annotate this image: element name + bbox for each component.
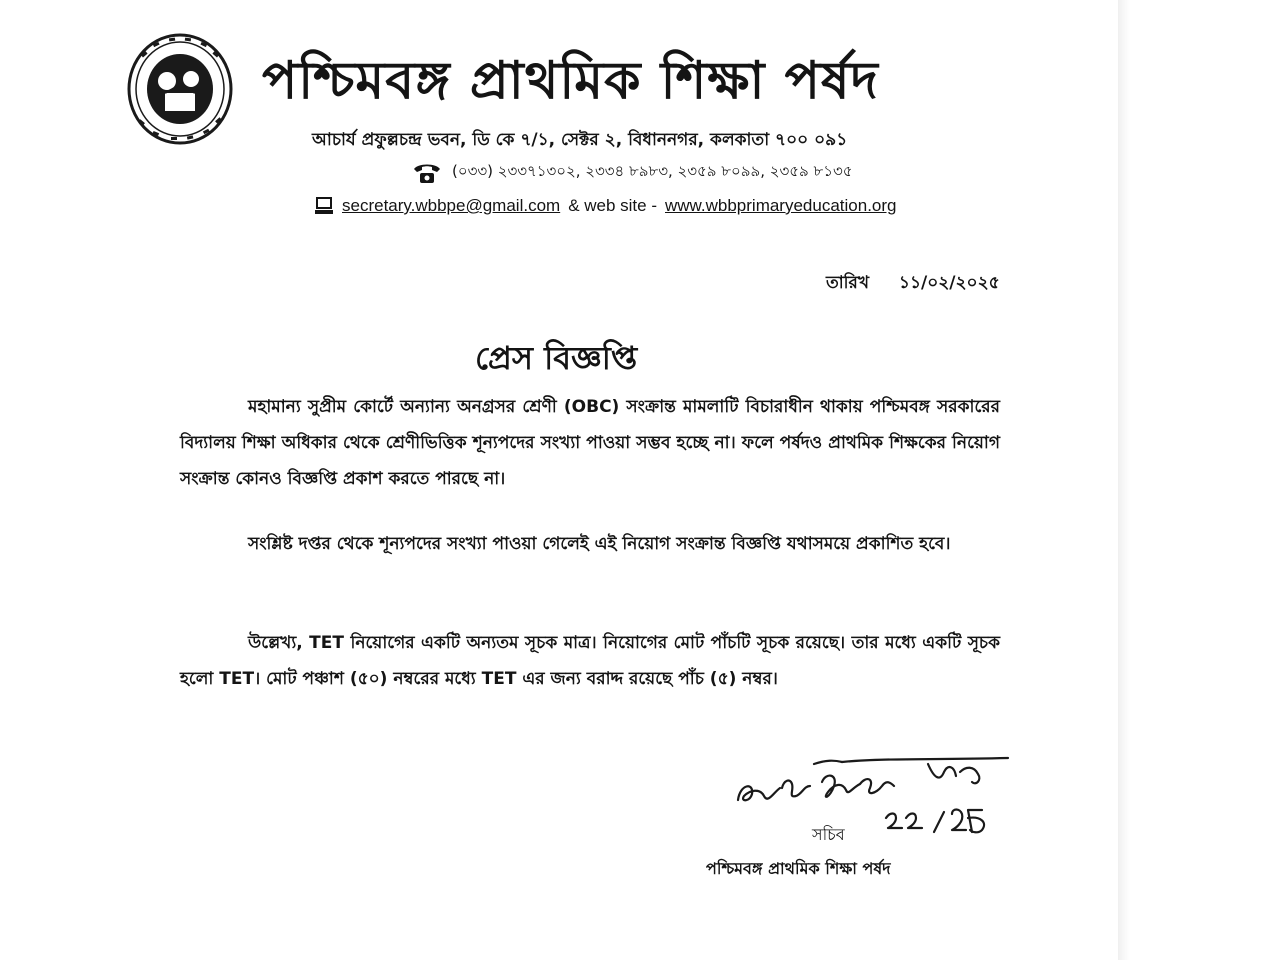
organization-title: পশ্চিমবঙ্গ প্রাথমিক শিক্ষা পর্ষদ	[262, 51, 879, 111]
website-link[interactable]: www.wbbprimaryeducation.org	[665, 196, 897, 215]
notice-paragraph-1: মহামান্য সুপ্রীম কোর্টে অন্যান্য অনগ্রসর শ্রেণী (OBC) সংক্রান্ত মামলাটি বিচারাধীন থাকায় পশ্চিমবঙ্গ সরকারের বিদ্যালয় শিক্ষা অধিকার থেকে শ্রেণীভিত্তিক শূন্যপদের সংখ্যা পাওয়া সম্ভব হচ্ছে না। ফলে পর্ষদও প্রাথমিক শিক্ষকের নিয়োগ সংক্রান্ত কোনও বিজ্ঞপ্তি প্রকাশ করতে পারছে না।	[180, 397, 1000, 489]
signatory-designation: সচিব	[812, 825, 845, 844]
telephone-icon	[412, 162, 442, 184]
notice-paragraph-3: উল্লেখ্য, TET নিয়োগের একটি অন্যতম সূচক মাত্র। নিয়োগের মোট পাঁচটি সূচক রয়েছে। তার মধ্যে একটি সূচক হলো TET। মোট পঞ্চাশ (৫০) নম্বরের মধ্যে TET এর জন্য বরাদ্দ রয়েছে পাঁচ (৫) নম্বর।	[180, 633, 1000, 689]
computer-icon	[314, 197, 334, 215]
phone-numbers: (০৩৩) ২৩৩৭১৩০২, ২৩৩৪ ৮৯৮৩, ২৩৫৯ ৮০৯৯, ২৩৫৯ ৮১৩৫	[452, 162, 853, 180]
board-emblem-seal	[127, 33, 233, 145]
date-row	[826, 270, 1046, 298]
date-value: ১১/০২/২০২৫	[898, 273, 1000, 293]
page-edge-shadow	[1118, 0, 1130, 960]
office-address: আচার্য প্রফুল্লচন্দ্র ভবন, ডি কে ৭/১, সেক্টর ২, বিধাননগর, কলকাতা ৭০০ ০৯১	[312, 130, 848, 150]
press-release-title: প্রেস বিজ্ঞপ্তি	[475, 339, 638, 377]
date-label: তারিখ	[826, 273, 870, 293]
email-link[interactable]: secretary.wbbpe@gmail.com	[342, 196, 561, 215]
signatory-organization: পশ্চিমবঙ্গ প্রাথমিক শিক্ষা পর্ষদ	[706, 859, 891, 878]
website-label: & web site -	[568, 196, 657, 215]
notice-paragraph-2: সংশ্লিষ্ট দপ্তর থেকে শূন্যপদের সংখ্যা পাওয়া গেলেই এই নিয়োগ সংক্রান্ত বিজ্ঞপ্তি যথাসময়ে প্রকাশিত হবে।	[248, 534, 951, 554]
handwritten-signature	[730, 752, 1030, 842]
phone-row	[412, 160, 972, 185]
contact-row	[314, 196, 1014, 216]
